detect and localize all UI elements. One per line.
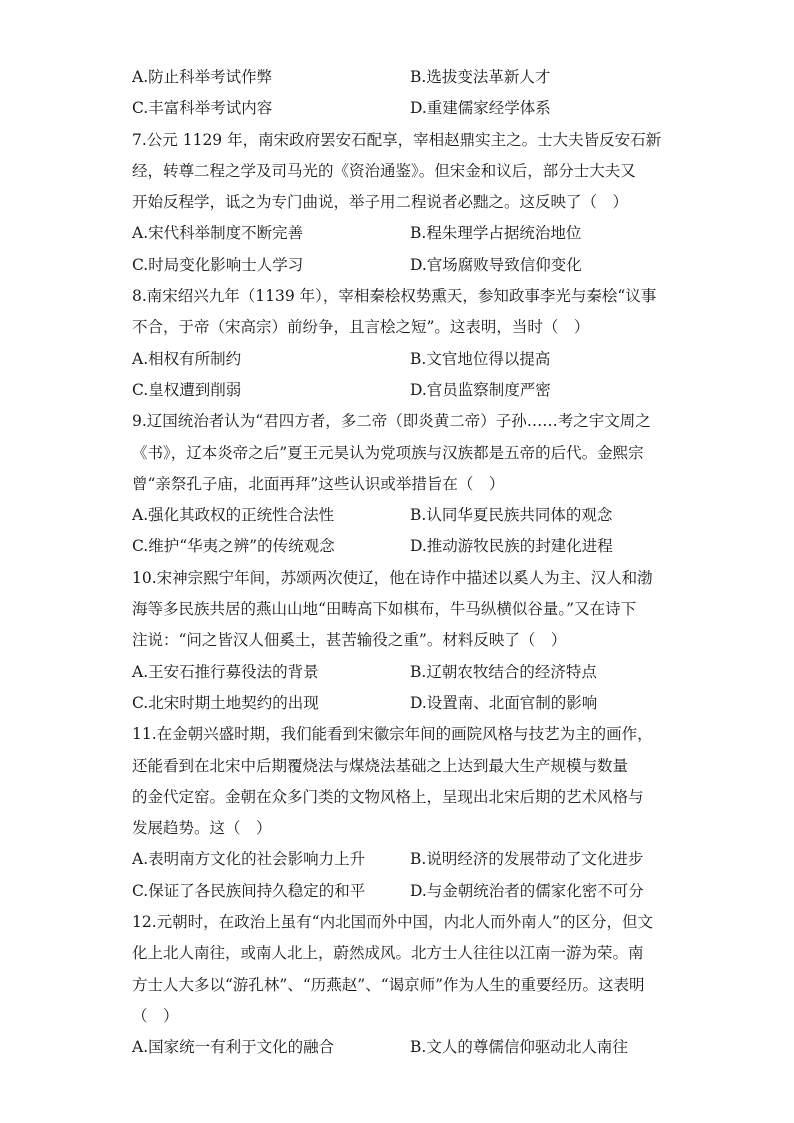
option-row [132,844,672,875]
option-b: B.认同华夏民族共同体的观念 [410,506,613,525]
question-10-line: 海等多民族共居的燕山山地“田畴高下如棋布，牛马纵横似谷量。”又在诗下 [132,600,637,619]
option-a: A.相权有所制约 [132,349,242,368]
question-11-line: 11.在金朝兴盛时期，我们能看到宋徽宗年间的画院风格与技艺为主的画作， [132,725,653,744]
question-7-line: 7.公元 1129 年，南宋政府罢安石配享，宰相赵鼎实主之。士大夫皆反安石新 [132,130,662,149]
option-b: B.程朱理学占据统治地位 [410,224,582,243]
option-b: B.文人的尊儒信仰驱动北人南往 [410,1038,628,1057]
option-b: B.文官地位得以提高 [410,349,551,368]
question-11-line: 还能看到在北宋中后期覆烧法与煤烧法基础之上达到最大生产规模与数量 [132,756,629,775]
question-11-line: 发展趋势。这（ ） [132,819,272,838]
option-a: A.防止科举考试作弊 [132,68,273,86]
option-row [132,62,672,93]
option-row [132,218,672,249]
question-9-line: 曾“亲祭孔子庙，北面再拜”这些认识或举措旨在（ ） [132,474,505,493]
question-7-line: 开始反程学，诋之为专门曲说，举子用二程说者必黜之。这反映了（ ） [132,193,629,212]
option-d: D.设置南、北面官制的影响 [410,693,598,712]
question-7-line: 经，转尊二程之学及司马光的《资治通鉴》。但宋金和议后，部分士大夫又 [132,161,636,180]
question-9-line: 9.辽国统治者认为“君四方者，多二帝（即炎黄二帝）子孙……考之宇文周之 [132,412,651,431]
option-a: A.国家统一有利于文化的融合 [132,1038,335,1057]
option-d: D.官场腐败导致信仰变化 [410,255,582,274]
question-9-line: 《书》，辽本炎帝之后”夏王元昊认为党项族与汉族都是五帝的后代。金熙宗 [132,443,644,462]
question-10-line: 注说：“问之皆汉人佃奚土，甚苦输役之重”。材料反映了（ ） [132,631,567,650]
question-12-line: 化上北人南往，或南人北上，蔚然成风。北方士人往往以江南一游为荣。南 [132,944,644,963]
option-a: A.宋代科举制度不断完善 [132,224,304,243]
option-c: C.丰富科举考试内容 [132,99,273,118]
question-12-line: 方士人大多以“游孔林”、“历燕赵”、“谒京师”作为人生的重要经历。这表明 [132,975,645,994]
question-10-line: 10.宋神宗熙宁年间，苏颂两次使辽，他在诗作中描述以奚人为主、汉人和渤 [132,568,653,587]
option-b: B.辽朝农牧结合的经济特点 [410,662,597,681]
option-row [132,531,672,562]
option-row [132,688,672,719]
option-row [132,250,672,281]
option-row [132,876,672,907]
question-12-line: （ ） [132,1006,179,1025]
option-d: D.官员监察制度严密 [410,380,551,399]
option-b: B.选拔变法革新人才 [410,68,551,86]
question-11-line: 的金代定窑。金朝在众多门类的文物风格上，呈现出北宋后期的艺术风格与 [132,787,644,806]
option-row [132,375,672,406]
option-row [132,657,672,688]
option-d: D.重建儒家经学体系 [410,99,551,118]
option-a: A.王安石推行募役法的背景 [132,662,319,681]
exam-page [132,62,672,1064]
option-row [132,500,672,531]
option-a: A.表明南方文化的社会影响力上升 [132,850,366,869]
option-c: C.皇权遭到削弱 [132,380,242,399]
option-c: C.北宋时期土地契约的出现 [132,693,319,712]
option-d: D.推动游牧民族的封建化进程 [410,537,613,556]
question-8-line: 不合，于帝（宋高宗）前纷争，且言桧之短”。这表明，当时（ ） [132,318,590,337]
option-c: C.保证了各民族间持久稳定的和平 [132,881,366,900]
option-row [132,1032,672,1063]
option-c: C.维护“华夷之辨”的传统观念 [132,537,335,556]
option-a: A.强化其政权的正统性合法性 [132,506,335,525]
option-d: D.与金朝统治者的儒家化密不可分 [410,881,644,900]
question-8-line: 8.南宋绍兴九年（1139 年），宰相秦桧权势熏天，参知政事李光与秦桧“议事 [132,287,657,306]
option-row [132,344,672,375]
option-c: C.时局变化影响士人学习 [132,255,304,274]
option-b: B.说明经济的发展带动了文化进步 [410,850,644,869]
question-12-line: 12.元朝时，在政治上虽有“内北国而外中国，内北人而外南人”的区分，但文 [132,913,654,932]
option-row [132,93,672,124]
